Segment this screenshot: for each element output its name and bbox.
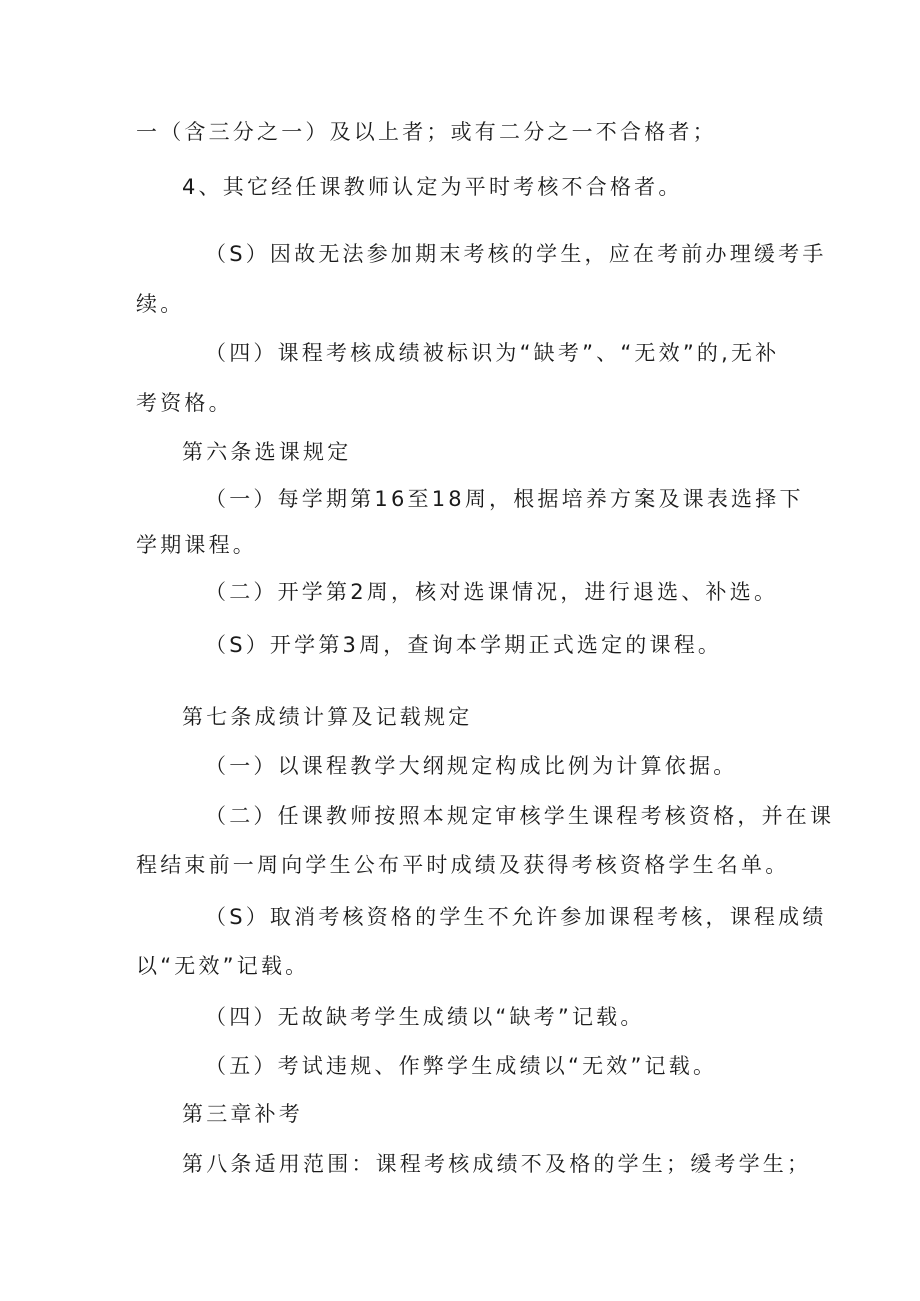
text-line: 一（含三分之一）及以上者；或有二分之一不合格者； [136,120,717,144]
text-line: 以“无效”记载。 [136,954,310,978]
text-line: 考资格。 [136,391,233,415]
text-line: （S）因故无法参加期末考核的学生，应在考前办理缓考手 [205,242,827,266]
text-line: 程结束前一周向学生公布平时成绩及获得考核资格学生名单。 [136,853,790,877]
text-line: （四）无故缺考学生成绩以“缺考”记载。 [205,1005,645,1029]
text-line: 4、其它经任课教师认定为平时考核不合格者。 [182,175,683,199]
text-line: （一）每学期第16至18周，根据培养方案及课表选择下 [205,487,804,511]
section-heading: 第六条选课规定 [182,440,352,464]
section-heading: 第七条成绩计算及记载规定 [182,705,473,729]
text-line: （四）课程考核成绩被标识为“缺考”、“无效”的,无补 [205,341,780,365]
text-line: （S）开学第3周，查询本学期正式选定的课程。 [205,633,723,657]
text-line: （二）开学第2周，核对选课情况，进行退选、补选。 [205,580,779,604]
text-line: （一）以课程教学大纲规定构成比例为计算依据。 [205,754,738,778]
chapter-heading: 第三章补考 [182,1102,303,1126]
section-heading: 第八条适用范围：课程考核成绩不及格的学生；缓考学生； [182,1152,812,1176]
text-line: 续。 [136,292,185,316]
text-line: （S）取消考核资格的学生不允许参加课程考核，课程成绩 [205,905,827,929]
text-line: （五）考试违规、作弊学生成绩以“无效”记载。 [205,1054,718,1078]
text-line: 学期课程。 [136,533,257,557]
text-line: （二）任课教师按照本规定审核学生课程考核资格，并在课 [205,804,835,828]
